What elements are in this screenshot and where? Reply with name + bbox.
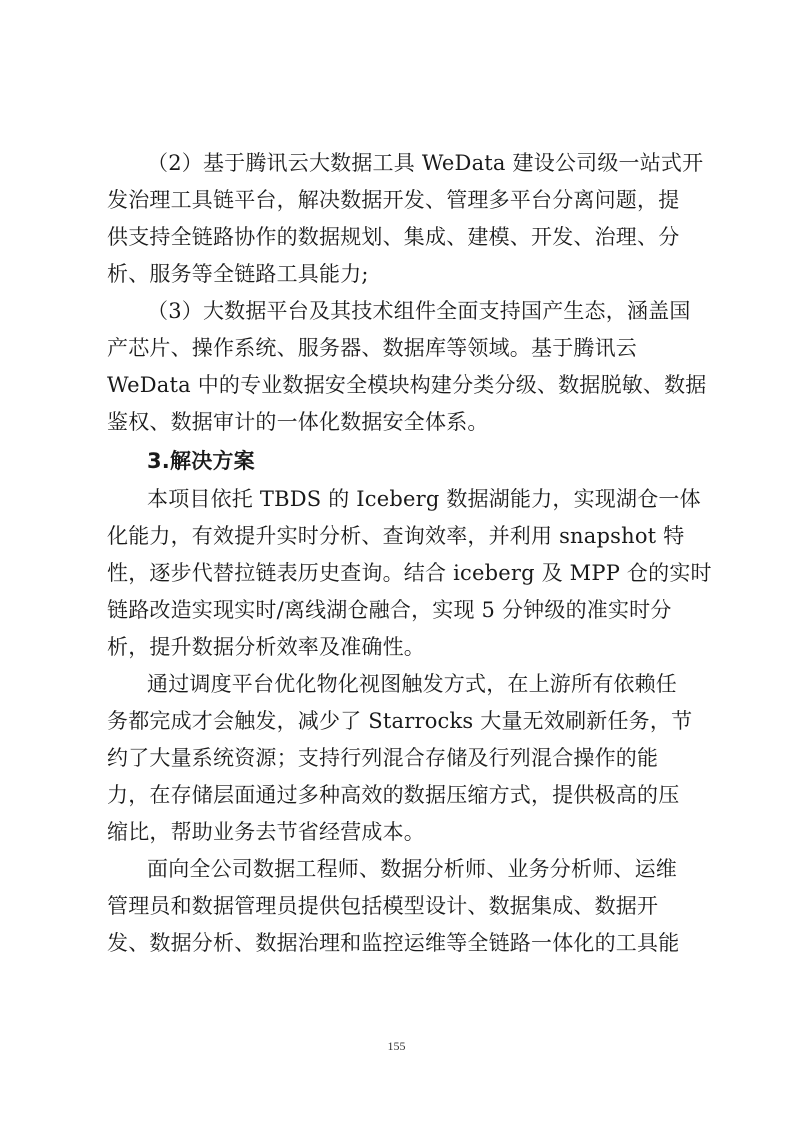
paragraph-3-line-3: WeData 中的专业数据安全模块构建分类分级、数据脱敏、数据 — [107, 373, 707, 397]
paragraph-3-line-1: （3）大数据平台及其技术组件全面支持国产生态，涵盖国 — [147, 299, 691, 323]
solution-paragraph-2-line-3: 约了大量系统资源；支持行列混合存储及行列混合操作的能 — [107, 746, 659, 770]
solution-paragraph-3-line-3: 发、数据分析、数据治理和监控运维等全链路一体化的工具能 — [107, 931, 680, 955]
solution-paragraph-1-line-2: 化能力，有效提升实时分析、查询效率，并利用 snapshot 特 — [107, 524, 685, 548]
paragraph-2-line-1: （2）基于腾讯云大数据工具 WeData 建设公司级一站式开 — [147, 151, 704, 175]
paragraph-2-line-3: 供支持全链路协作的数据规划、集成、建模、开发、治理、分 — [107, 225, 680, 249]
paragraph-2-line-2: 发治理工具链平台，解决数据开发、管理多平台分离问题，提 — [107, 188, 680, 212]
solution-paragraph-1-line-3: 性，逐步代替拉链表历史查询。结合 iceberg 及 MPP 仓的实时 — [107, 561, 712, 585]
paragraph-2-line-4: 析、服务等全链路工具能力; — [107, 262, 369, 286]
solution-paragraph-3-line-2: 管理员和数据管理员提供包括模型设计、数据集成、数据开 — [107, 894, 659, 918]
solution-paragraph-1-line-1: 本项目依托 TBDS 的 Iceberg 数据湖能力，实现湖仓一体 — [147, 487, 701, 511]
paragraph-3-line-4: 鉴权、数据审计的一体化数据安全体系。 — [107, 410, 489, 434]
solution-paragraph-2-line-1: 通过调度平台优化物化视图触发方式，在上游所有依赖任 — [147, 672, 677, 696]
solution-paragraph-2-line-2: 务都完成才会触发，减少了 Starrocks 大量无效刷新任务，节 — [107, 709, 693, 733]
solution-paragraph-2-line-4: 力，在存储层面通过多种高效的数据压缩方式，提供极高的压 — [107, 783, 680, 807]
solution-paragraph-1-line-5: 析，提升数据分析效率及准确性。 — [107, 635, 425, 659]
solution-paragraph-3-line-1: 面向全公司数据工程师、数据分析师、业务分析师、运维 — [147, 857, 677, 881]
paragraph-3-line-2: 产芯片、操作系统、服务器、数据库等领域。基于腾讯云 — [107, 336, 637, 360]
page-number: 155 — [387, 1039, 406, 1053]
section-heading: 3.解决方案 — [147, 449, 255, 473]
solution-paragraph-2-line-5: 缩比，帮助业务去节省经营成本。 — [107, 820, 425, 844]
solution-paragraph-1-line-4: 链路改造实现实时/离线湖仓融合，实现 5 分钟级的准实时分 — [107, 598, 672, 622]
